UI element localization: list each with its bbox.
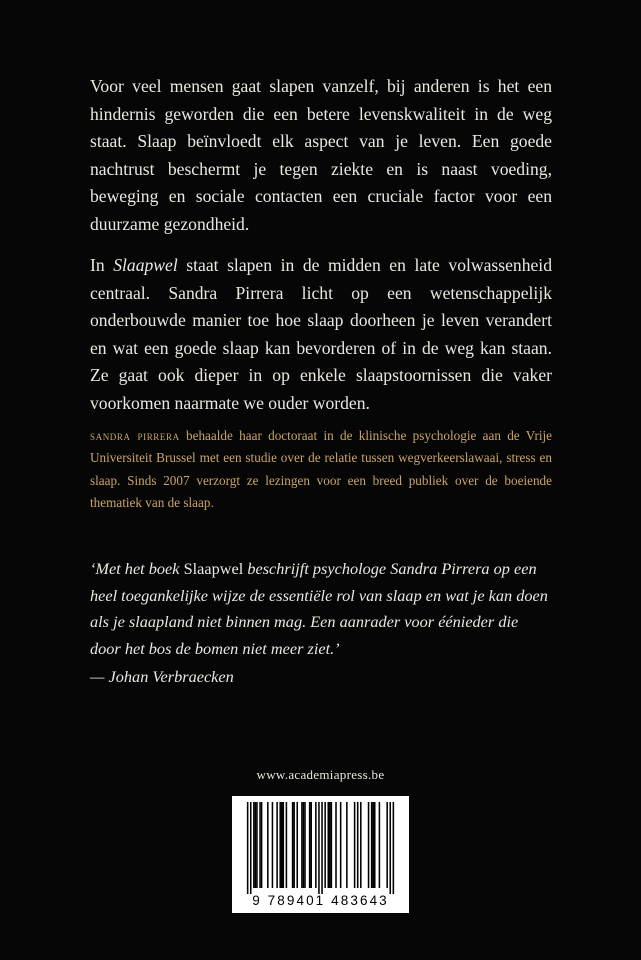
barcode-bar [386, 802, 388, 888]
quote-book-title: Slaapwel [183, 559, 244, 578]
endorsement-quote [90, 556, 552, 662]
barcode-bar [293, 802, 295, 888]
blurb-paragraph-2 [90, 252, 552, 417]
paragraph-2-rest: staat slapen in de midden en late volwassenheid centraal. Sandra Pirrera licht op een wetenschappelijk onderbouwde manier toe hoe slaap doorheen je leven verandert en wat een goede slaap kan bevorderen of in de weg kan staan. Ze gaat ook dieper in op enkele slaapstoornissen die vaker voorkomen naarmate we ouder worden. [90, 255, 552, 413]
barcode-bar [276, 802, 278, 888]
barcode-bar [309, 802, 311, 888]
barcode-bar [318, 802, 320, 894]
author-bio [90, 425, 552, 515]
barcode-bar [272, 802, 274, 888]
barcode-bar [374, 802, 376, 888]
barcode-bar [256, 802, 258, 888]
isbn-digits: 9 789401 483643 [252, 893, 389, 908]
barcode-bar [324, 802, 326, 888]
quote-part-2: beschrijft psychologe Sandra Pirrera op een heel toegankelijke wijze de essentiële rol van slaap en wat je kan doen als je slaapland niet binnen mag. Een aanrader voor éénieder die door het bos de bomen niet meer ziet.’ [90, 559, 548, 658]
barcode-bar [354, 802, 356, 888]
author-bio-text: behaalde haar doctoraat in de klinische psychologie aan de Vrije Universiteit Brussel met een studie over de relatie tussen wegverkeerslawaai, stress en slaap. Sinds 2007 verzorgt ze lezingen voor een breed publiek over de boeiende thematiek van de slaap. [90, 428, 553, 511]
book-title: Slaapwel [113, 255, 178, 275]
barcode-bar [250, 802, 252, 894]
barcode-bar [368, 802, 370, 888]
barcode-bar [247, 802, 249, 894]
barcode-bar [346, 802, 348, 888]
barcode-bar [259, 802, 261, 888]
barcode-bar [335, 802, 337, 888]
barcode-bar [371, 802, 373, 888]
barcode-bar [389, 802, 391, 894]
barcode-bar [315, 802, 317, 888]
barcode-bars [232, 796, 409, 896]
barcode-bar [304, 802, 306, 888]
barcode-bar [321, 802, 323, 894]
isbn-barcode [232, 796, 409, 913]
barcode-bar [286, 802, 288, 888]
barcode-bar [292, 802, 294, 888]
quote-part-1: ‘Met het boek [90, 559, 180, 578]
barcode-bar [357, 802, 359, 888]
barcode-bar [296, 802, 298, 888]
barcode-bar [340, 802, 342, 888]
barcode-bar [372, 802, 374, 888]
barcode-bar [283, 802, 285, 888]
barcode-bar [329, 802, 331, 888]
barcode-bar [331, 802, 333, 888]
barcode-bar [281, 802, 283, 888]
paragraph-2-in: In [90, 255, 105, 275]
barcode-bar [301, 802, 303, 888]
author-name: sandra pirrera [90, 428, 180, 443]
quote-attribution: — Johan Verbraecken [90, 667, 234, 686]
barcode-bar [253, 802, 255, 888]
barcode-bar [327, 802, 329, 888]
barcode-bar [360, 802, 362, 888]
barcode-bar [303, 802, 305, 888]
publisher-website: www.academiapress.be [256, 767, 385, 782]
barcode-bar [393, 802, 395, 894]
barcode-bar [379, 802, 381, 888]
barcode-bar [279, 802, 281, 888]
barcode-bar [310, 802, 312, 888]
barcode-bar [267, 802, 269, 888]
barcode-bar [255, 802, 257, 888]
blurb-paragraph-1-text: Voor veel mensen gaat slapen vanzelf, bij anderen is het een hindernis geworden die een betere levenskwaliteit in de weg staat. Slaap beïnvloedt elk aspect van je leven. Een goede nachtrust beschermt je tegen ziekte en is naast voeding, beweging en sociale contacten een cruciale factor voor een duurzame gezondheid. [90, 76, 552, 234]
blurb-paragraph-1 [90, 73, 552, 238]
barcode-bar [261, 802, 263, 888]
